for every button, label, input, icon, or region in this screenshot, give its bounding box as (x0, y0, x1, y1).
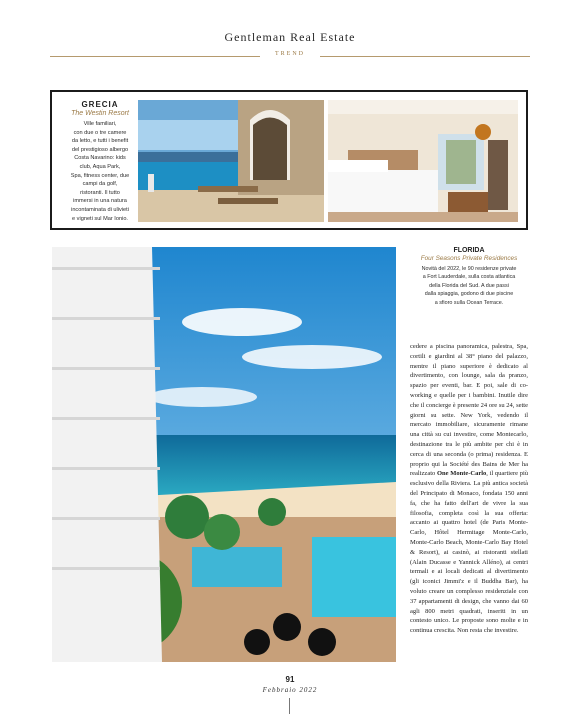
grecia-title: GRECIA (81, 100, 119, 109)
article-body (410, 342, 528, 636)
article-paragraph-1: cedere a piscina panoramica, palestra, Spa, cortili e giardini al 38° piano del palazzo, mentre il piano superiore è dedicato al divertimento, con lounge, sala da pranzo, spazio per eventi, bar. E poi, sale di co-working e quelle per i bambini. Inutile dire che il concierge è presente 24 ore su 24, sette giorni su sette. (410, 343, 528, 419)
florida-subtitle: Four Seasons Private Residences (420, 255, 518, 262)
grecia-pool-photo (138, 100, 324, 222)
magazine-title: Gentleman Real Estate (224, 30, 356, 44)
florida-caption (410, 247, 528, 307)
article-paragraph-2: New York, vedendo il mercato immobiliare, sicuramente rimane una città su cui investire, come Montecarlo, destinazione tra le più ambite per chi è in cerca di una seconda (o prima) residenza. E proprio qui la Société des Bains de Mer ha realizzato (410, 411, 529, 478)
florida-body: Novità del 2022, le 90 residenze private a Fort Lauderdale, sulla costa atlantica della Florida del Sud. A due passi dalla spiaggia, godono di due piscine a sfioro sulla Ocean Terrace. (421, 266, 517, 306)
issue-date: Febbraio 2022 (262, 686, 318, 694)
grecia-bedroom-photo (328, 100, 518, 222)
florida-residences-photo (52, 247, 396, 662)
footer-divider (289, 698, 290, 714)
grecia-subtitle: The Westin Resort (71, 110, 129, 117)
article-highlight: One Monte-Carlo (436, 470, 487, 478)
florida-title: FLORIDA (453, 247, 485, 254)
article-paragraph-3: La più antica società del Principato di Monaco, fondata 150 anni fa, che ha fatto dell'art de vivre la sua filosofia, completa così la sua offerta: accanto ai quattro hotel (de Paris Monte-Carlo, Hôtel Hermitage Monte-Carlo, Monte-Carlo Beach, Monte-Carlo Bay Hotel & Resort), ai casinò, ai ristoranti stellati (Alain Ducasse e Yannick Alléno), ai centri termali e ai locali dedicati al divertimento (gli iconici Jimmi'z e il Buddha Bar), ha voluto creare un complesso residenziale con 37 appartamenti di design, che vanno dai 60 agli 800 metri quadrati, inseriti in un contesto unico. Le proposte sono molte e in continua crescita. Non resta che investire. (410, 480, 528, 635)
grecia-feature-box (50, 90, 528, 230)
grecia-caption (60, 100, 140, 223)
article-paragraph-2-tail: , il quartiere più esclusivo della Riviera. (410, 470, 528, 488)
page-number: 91 (285, 675, 295, 684)
grecia-body: Ville familiari, con due o tre camere da letto, e tutti i benefit del prestigioso albergo Costa Navarino: kids club, Aqua Park, Spa, fitness center, due campi da golf, ristoranti. Il tutto immersi in una natura incontaminata di ulivieti e vigneti sul Mar Ionio. (70, 121, 130, 222)
section-label: TREND (275, 51, 305, 57)
